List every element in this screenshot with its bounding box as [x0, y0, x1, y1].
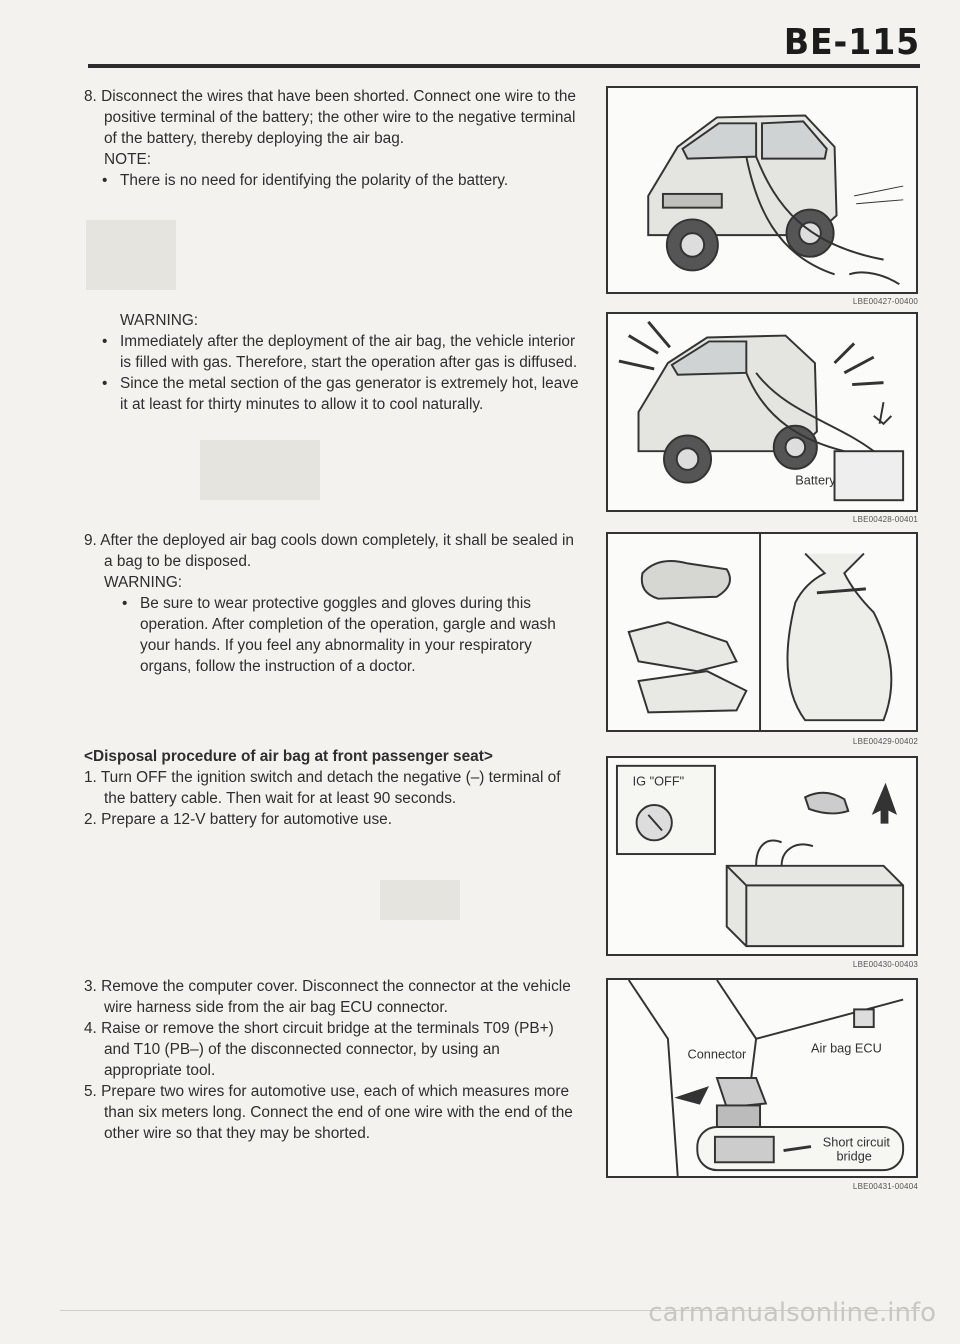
passenger-step-3: 3. Remove the computer cover. Disconnect the connector at the vehicle wire harness side from the air bag ECU connector.	[84, 978, 571, 1016]
passenger-procedure-block	[84, 746, 580, 830]
passenger-step-4: 4. Raise or remove the short circuit bridge at the terminals T09 (PB+) and T10 (PB–) of the disconnected connector, by using an appropriate tool.	[84, 1020, 554, 1079]
note-bullet: • There is no need for identifying the polarity of the battery.	[84, 170, 580, 191]
figure-protective-gear	[606, 532, 918, 732]
passenger-step-2: 2. Prepare a 12-V battery for automotive use.	[84, 811, 392, 828]
figure-code-3: LBE00429-00402	[852, 737, 918, 746]
step-9-warning-label: WARNING:	[104, 574, 183, 591]
note-label: NOTE:	[104, 151, 152, 168]
page-code: BE-115	[783, 22, 920, 63]
top-rule	[88, 64, 920, 68]
passenger-step-5: 5. Prepare two wires for automotive use, each of which measures more than six meters long. Connect the end of one wire with the end of the other wire so that they may be shorted.	[84, 1083, 573, 1142]
figure-code-5: LBE00431-00404	[852, 1182, 918, 1191]
ignition-battery-illustration	[608, 758, 916, 954]
step-9-bullet: • Be sure to wear protective goggles and gloves during this operation. After completion of the operation, gargle and wash your hands. If you feel any abnormality in your respiratory organs, follow the instruction of a doctor.	[84, 593, 580, 677]
warning-1-bullet-1: • Immediately after the deployment of the air bag, the vehicle interior is filled with gas. Therefore, start the operation after gas is diffused.	[84, 331, 580, 373]
show-through-artifact	[380, 880, 460, 920]
step-9-block	[84, 530, 580, 677]
short-circuit-label: Short circuit	[822, 1134, 890, 1150]
figure-code-2: LBE00428-00401	[852, 515, 918, 524]
footer-watermark: carmanualsonline.info	[648, 1298, 936, 1328]
figure-connector-ecu	[606, 978, 918, 1178]
figure-car-wires	[606, 86, 918, 294]
figure-code-4: LBE00430-00403	[852, 960, 918, 969]
figure-ignition-battery	[606, 756, 918, 956]
figure-code-1: LBE00427-00400	[852, 297, 918, 306]
passenger-procedure-block-2	[84, 976, 580, 1144]
bridge-label: bridge	[836, 1148, 872, 1164]
connector-label: Connector	[687, 1046, 747, 1062]
ig-off-label: IG "OFF"	[632, 773, 685, 789]
passenger-step-1: 1. Turn OFF the ignition switch and detach the negative (–) terminal of the battery cable. Then wait for at least 90 seconds.	[84, 769, 561, 807]
step-9-text: 9. After the deployed air bag cools down completely, it shall be sealed in a bag to be disposed.	[84, 532, 574, 570]
passenger-heading: <Disposal procedure of air bag at front passenger seat>	[84, 748, 493, 765]
battery-label: Battery	[795, 472, 836, 488]
warning-1-label: WARNING:	[120, 312, 199, 329]
car-battery-illustration	[608, 314, 916, 510]
show-through-artifact	[200, 440, 320, 500]
step-8-text: 8. Disconnect the wires that have been shorted. Connect one wire to the positive terminal of the battery; the other wire to the negative terminal of the battery, thereby deploying the air bag.	[84, 88, 576, 147]
air-bag-ecu-label: Air bag ECU	[811, 1040, 882, 1056]
car-wires-illustration	[608, 88, 916, 292]
step-8-block	[84, 86, 580, 191]
warning-1-block	[84, 310, 580, 415]
protective-gear-illustration	[608, 534, 916, 730]
figure-car-battery	[606, 312, 918, 512]
warning-1-bullet-2: • Since the metal section of the gas generator is extremely hot, leave it at least for thirty minutes to allow it to cool naturally.	[84, 373, 580, 415]
connector-ecu-illustration	[608, 980, 916, 1176]
show-through-artifact	[86, 220, 176, 290]
